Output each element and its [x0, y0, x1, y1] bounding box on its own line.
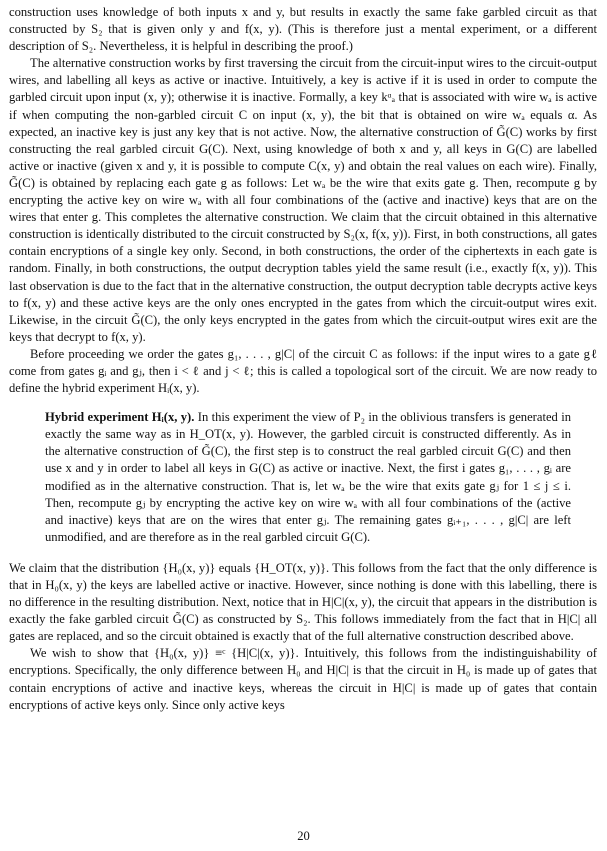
paragraph-intro: construction uses knowledge of both inputs x and y, but results in exactly the same fake garbled circuit as that constructed by S₂ that is given only y and f(x, y). (This is therefore just a mental experiment, or a different description of S₂. Nevertheless, it is helpful in describing the proof.)	[9, 5, 597, 54]
paper-page	[9, 4, 597, 714]
paragraph-topological-sort: Before proceeding we order the gates g₁, . . . , g|C| of the circuit C as follows: if the input wires to a gate gℓ come from gates gᵢ and gⱼ, then i < ℓ and j < ℓ; this is called a topological sort of the circuit. We are now ready to define the hybrid experiment Hᵢ(x, y).	[9, 346, 597, 396]
hybrid-experiment-definition	[45, 409, 571, 546]
hybrid-experiment-heading: Hybrid experiment Hᵢ(x, y).	[45, 410, 195, 425]
hybrid-experiment-body: In this experiment the view of P₂ in the oblivious transfers is generated in exactly the same way as in H_OT(x, y). However, the garbled circuit is constructed differently. As in the alternative construction of G̃(C), the first step is to construct the real garbled circuit G(C) and then use x and y in order to label all keys in G(C) as active or inactive. Next, the first i gates g₁, . . . , gᵢ are modified as in the alternative construction. That is, let wₐ be the wire that exits gate gⱼ for 1 ≤ j ≤ i. Then, recompute gⱼ by encrypting the active key on wire wₐ with all four combinations of the (active and inactive) keys that are on the wires that enter gⱼ. The remaining gates gᵢ₊₁, . . . , g|C| are left unmodified, and are therefore as in the real garbled circuit G(C).	[45, 410, 571, 544]
paragraph-alternative-construction: The alternative construction works by first traversing the circuit from the circuit-input wires to the circuit-output wires, and labelling all keys as active or inactive. Intuitively, a key is active if it is used in order to compute the garbled circuit upon input (x, y); otherwise it is inactive. Formally, a key kᵅₐ that is associated with wire wₐ is active if when computing the non-garbled circuit C on input (x, y), the bit that is obtained on wire wₐ equals α. As expected, an inactive key is just any key that is not active. Now, the alternative construction of G̃(C) works by first constructing the real garbled circuit G(C). Next, using knowledge of both x and y, all keys in G(C) are labelled active or inactive (given x and y, it is possible to compute C(x, y) and obtain the real values on each wire). Finally, G̃(C) is obtained by replacing each gate g as follows: Let wₐ be the wire that exits gate g. Then, recompute g by encrypting the active key on wire wₐ with all four combinations of the (active and inactive) keys that are on the wires that enter g. This completes the alternative construction. We claim that the circuit obtained in this alternative construction is identically distributed to the circuit constructed by S₂(x, f(x, y)). First, in both constructions, all gates contain encryptions of a single key only. Second, in both constructions, the order of the ciphertexts in each gate is random. Finally, in both constructions, the output decryption tables yield the same result (i.e., exactly f(x, y)). This last observation is due to the fact that in the alternative construction, the output decryption table decrypts active keys to f(x, y) and these active keys are the only ones encrypted in the gates from which the circuit-output wires exit. Likewise, in the circuit G̃(C), the only keys encrypted in the gates from which the circuit-output wires exit are the keys that decrypt to f(x, y).	[9, 56, 597, 344]
page-number: 20	[297, 829, 310, 843]
paragraph-indistinguishability: We wish to show that {H₀(x, y)} ≡ᶜ {H|C|(x, y)}. Intuitively, this follows from the indistinguishability of encryptions. Specifically, the only difference between H₀ and H|C| is that the circuit in H₀ is made up of gates that contain encryptions of active and inactive keys, whereas the circuit in H|C| is made up of gates that contain encryptions of active keys only. Since only active keys	[9, 646, 597, 712]
paragraph-hybrid-claim: We claim that the distribution {H₀(x, y)} equals {H_OT(x, y)}. This follows from the fact that the only difference is that in H₀(x, y) the keys are labelled active or inactive. However, since nothing is done with this labelling, there is no difference in the resulting distribution. Next, notice that in H|C|(x, y), the circuit that appears in the distribution is exactly the fake garbled circuit G̃(C) as constructed by S₂. This follows immediately from the fact that in H|C| all gates are replaced, and so the circuit obtained is exactly that of the full alternative construction described above.	[9, 560, 597, 644]
